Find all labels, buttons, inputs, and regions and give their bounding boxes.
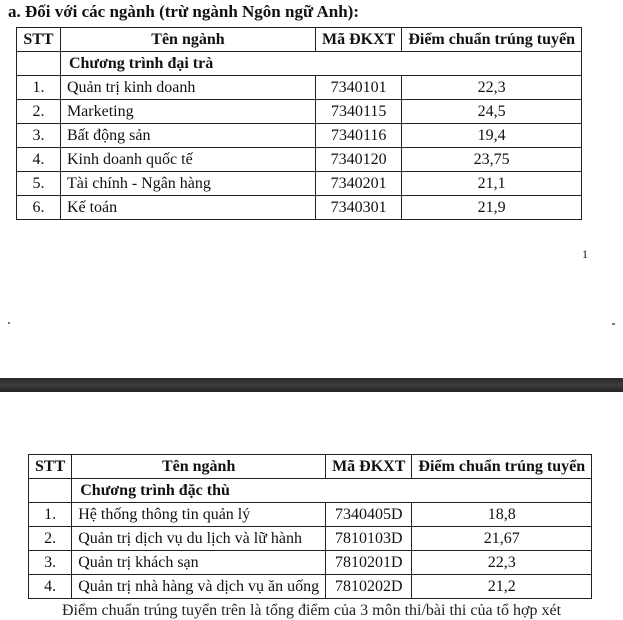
col-stt: STT [29,455,72,479]
table-row [17,172,582,196]
table-row [29,527,592,551]
cell-code: 7340120 [315,148,401,172]
group-label: Chương trình đại trà [60,52,581,76]
section-heading: a. Đối với các ngành (trừ ngành Ngôn ngữ Anh): [8,2,359,21]
cell-score: 22,3 [402,76,582,100]
cell-stt: 1. [17,76,61,100]
footer-note: Điểm chuẩn trúng tuyển trên là tổng điểm của 3 môn thi/bài thi của tổ hợp xét [62,602,562,619]
cell-code: 7340301 [315,196,401,220]
cell-score: 21,1 [402,172,582,196]
cell-score: 24,5 [402,100,582,124]
page-break-bar [0,378,623,392]
table-row [17,124,582,148]
cell-code: 7340101 [315,76,401,100]
cell-score: 22,3 [412,551,592,575]
group-row [29,479,592,503]
cell-code: 7340405D [326,503,412,527]
cell-name: Kinh doanh quốc tế [60,148,315,172]
table-row [29,551,592,575]
col-major-name: Tên ngành [60,28,315,52]
cell-name: Kế toán [60,196,315,220]
table-row [29,575,592,599]
table-row [29,503,592,527]
table-header-row [17,28,582,52]
cell-name: Marketing [60,100,315,124]
cell-name: Bất động sản [60,124,315,148]
cell-stt: 4. [29,575,72,599]
cell-name: Hệ thống thông tin quản lý [72,503,326,527]
table-header-row [29,455,592,479]
cell-score: 21,2 [412,575,592,599]
table-row [17,148,582,172]
cell-name: Quản trị nhà hàng và dịch vụ ăn uống [72,575,326,599]
cell-code: 7340115 [315,100,401,124]
cell-stt: 5. [17,172,61,196]
cell-score: 18,8 [412,503,592,527]
cell-score: 21,9 [402,196,582,220]
table-row [17,196,582,220]
page-number: 1 [582,247,588,261]
admission-table-standard [16,27,582,220]
cell-name: Quản trị khách sạn [72,551,326,575]
cell-code: 7340201 [315,172,401,196]
col-code: Mã ĐKXT [326,455,412,479]
cell-stt: 3. [17,124,61,148]
cell-name: Quản trị dịch vụ du lịch và lữ hành [72,527,326,551]
group-label: Chương trình đặc thù [72,479,592,503]
cell-code: 7810201D [326,551,412,575]
admission-table-special [28,454,592,599]
cell-name: Quản trị kinh doanh [60,76,315,100]
cell-stt: 6. [17,196,61,220]
cell-score: 19,4 [402,124,582,148]
cell-stt: 2. [29,527,72,551]
group-row [17,52,582,76]
cell-score: 21,67 [412,527,592,551]
cell-code: 7810103D [326,527,412,551]
cell-stt: 1. [29,503,72,527]
col-stt: STT [17,28,61,52]
cell-name: Tài chính - Ngân hàng [60,172,315,196]
table-row [17,76,582,100]
col-major-name: Tên ngành [72,455,326,479]
col-score: Điểm chuẩn trúng tuyển [402,28,582,52]
cell-score: 23,75 [402,148,582,172]
table-row [17,100,582,124]
cell-stt: 2. [17,100,61,124]
group-spacer [29,479,72,503]
group-spacer [17,52,61,76]
cell-code: 7340116 [315,124,401,148]
cell-stt: 4. [17,148,61,172]
scan-speck [612,323,615,325]
scan-speck [8,322,10,324]
cell-stt: 3. [29,551,72,575]
col-code: Mã ĐKXT [315,28,401,52]
col-score: Điểm chuẩn trúng tuyển [412,455,592,479]
cell-code: 7810202D [326,575,412,599]
